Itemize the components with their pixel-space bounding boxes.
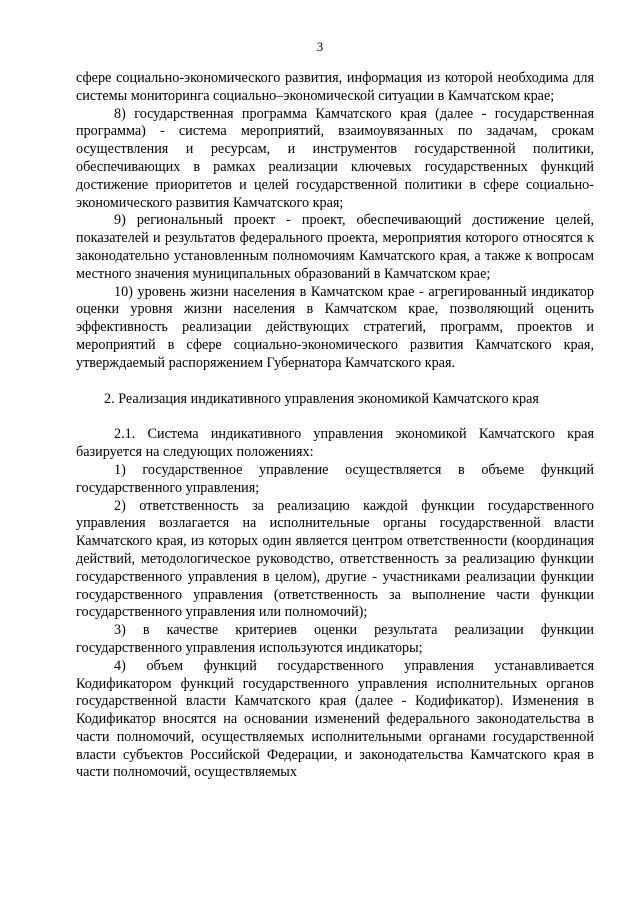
paragraph-item-8: 8) государственная программа Камчатского края (далее - государственная программа) - система мероприятий, взаимоувязанных по задачам, срокам осуществления и ресурсам, и инструментов государственной политики, обеспечивающих в рамках реализации ключевых государственных функций достижение приоритетов и целей государственной политики в сфере социально-экономического развития Камчатского края; [76, 105, 594, 211]
section-heading: 2. Реализация индикативного управления экономикой Камчатского края [104, 390, 539, 407]
paragraph-position-3: 3) в качестве критериев оценки результата реализации функции государственного управления используются индикаторы; [76, 622, 594, 656]
paragraph-position-2: 2) ответственность за реализацию каждой функции государственного управления возлагается на исполнительные органы государственной власти Камчатского края, из которых один является центром ответственности (координация действий, методологическое руководство, ответственность за реализацию функции государственного управления в целом), другие - участниками реализации функции государственного управления (ответственность за выполнение части функции государственного управления или полномочий); [76, 497, 594, 621]
document-body [76, 70, 594, 782]
page-number: 3 [316, 39, 324, 54]
paragraph-2-1: 2.1. Система индикативного управления экономикой Камчатского края базируется на следующих положениях: [76, 426, 594, 461]
paragraph-item-10: 10) уровень жизни населения в Камчатском крае - агрегированный индикатор оценки уровня жизни населения в Камчатском крае, позволяющий оценить эффективность реализации действующих стратегий, программ, проектов и мероприятий в сфере социально-экономического развития Камчатского края, утверждаемый распоряжением Губернатора Камчатского края. [76, 283, 594, 371]
paragraph-position-4: 4) объем функций государственного управления устанавливается Кодификатором функций государственного управления исполнительных органов государственной власти Камчатского края (далее - Кодификатор). Изменения в Кодификатор вносятся на основании изменений федерального законодательства в части полномочий, осуществляемых исполнительными органами государственной власти субъектов Российской Федерации, и законодательства Камчатского края в части полномочий, осуществляемых [76, 657, 594, 781]
paragraph-position-1: 1) государственное управление осуществляется в объеме функций государственного управления; [76, 461, 594, 496]
paragraph-item-9: 9) региональный проект - проект, обеспечивающий достижение целей, показателей и результатов федерального проекта, мероприятия которого относятся к законодательно установленным полномочиям Камчатского края, а также к вопросам местного значения муниципальных образований в Камчатском крае; [76, 212, 594, 282]
paragraph-continuation: сфере социально-экономического развития, информация из которой необходима для системы мониторинга социально–экономической ситуации в Камчатском крае; [76, 70, 594, 104]
